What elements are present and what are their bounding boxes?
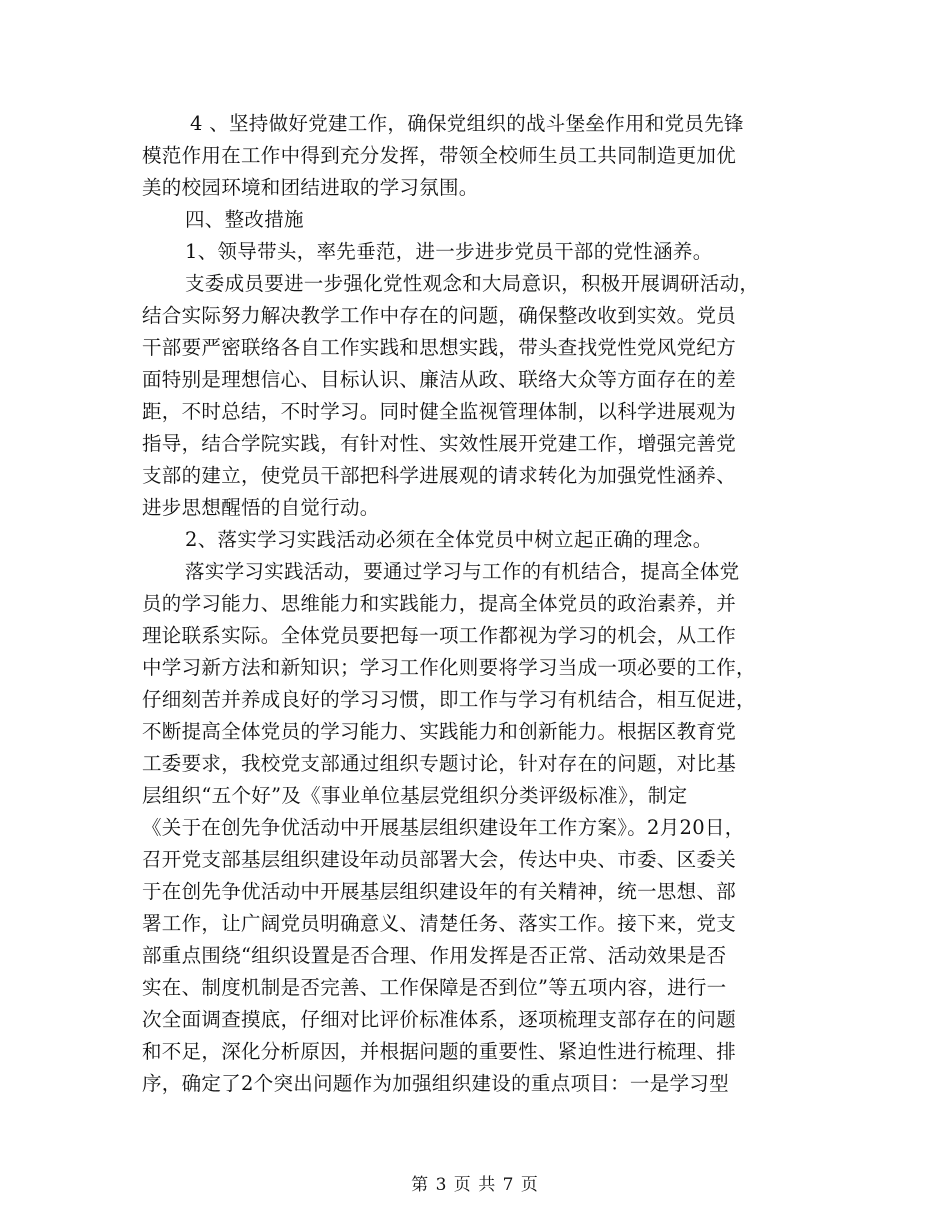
text-line: 序，确定了2个突出问题作为加强组织建设的重点项目：一是学习型 [142,1072,729,1095]
text-line: 落实学习实践活动，要通过学习与工作的有机结合，提高全体党 [185,560,740,583]
text-line: 美的校园环境和团结进取的学习氛围。 [142,176,479,199]
text-line: 结合实际努力解决教学工作中存在的问题，确保整改收到实效。党员 [142,304,737,327]
text-line: 模范作用在工作中得到充分发挥，带领全校师生员工共同制造更加优 [142,144,737,167]
text-line: 仔细刻苦并养成良好的学习习惯，即工作与学习有机结合，相互促进， [142,688,756,711]
text-line: 支委成员要进一步强化党性观念和大局意识，积极开展调研活动， [185,272,760,295]
text-line: 和不足，深化分析原因，并根据问题的重要性、紧迫性进行梳理、排 [142,1040,737,1063]
text-line: 员的学习能力、思维能力和实践能力，提高全体党员的政治素养，并 [142,592,737,615]
text-line: 4 、坚持做好党建工作，确保党组织的战斗堡垒作用和党员先锋 [190,112,744,135]
subsection-heading: 2、落实学习实践活动必须在全体党员中树立起正确的理念。 [185,528,713,551]
text-line: 距，不时总结，不时学习。同时健全监视管理体制，以科学进展观为 [142,400,737,423]
subsection-heading: 1、领导带头，率先垂范，进一步进步党员干部的党性涵养。 [185,240,713,263]
page-number-footer: 第 3 页 共 7 页 [411,1175,539,1195]
text-line: 干部要严密联络各自工作实践和思想实践，带头查找党性党风党纪方 [142,336,737,359]
text-line: 工委要求，我校党支部通过组织专题讨论，针对存在的问题，对比基 [142,752,737,775]
text-line: 指导，结合学院实践，有针对性、实效性展开党建工作，增强完善党 [142,432,737,455]
text-line: 中学习新方法和新知识；学习工作化则要将学习当成一项必要的工作， [142,656,756,679]
text-line: 面特别是理想信心、目标认识、廉洁从政、联络大众等方面存在的差 [142,368,737,391]
text-line: 层组织“五个好”及《事业单位基层党组织分类评级标准》，制定 [142,784,688,807]
text-line: 实在、制度机制是否完善、工作保障是否到位”等五项内容，进行一 [142,976,727,999]
text-line: 召开党支部基层组织建设年动员部署大会，传达中央、市委、区委关 [142,848,737,871]
text-line: 署工作，让广阔党员明确意义、清楚任务、落实工作。接下来，党支 [142,912,737,935]
text-line: 进步思想醒悟的自觉行动。 [142,496,380,519]
text-line: 次全面调查摸底，仔细对比评价标准体系，逐项梳理支部存在的问题 [142,1008,737,1031]
section-heading: 四、整改措施 [185,208,304,231]
text-line: 不断提高全体党员的学习能力、实践能力和创新能力。根据区教育党 [142,720,737,743]
text-line: 于在创先争优活动中开展基层组织建设年的有关精神，统一思想、部 [142,880,737,903]
text-line: 支部的建立，使党员干部把科学进展观的请求转化为加强党性涵养、 [142,464,737,487]
text-line: 理论联系实际。全体党员要把每一项工作都视为学习的机会，从工作 [142,624,737,647]
text-line: 《关于在创先争优活动中开展基层组织建设年工作方案》。2月20日， [142,816,745,839]
text-line: 部重点围绕“组织设置是否合理、作用发挥是否正常、活动效果是否 [142,944,727,967]
